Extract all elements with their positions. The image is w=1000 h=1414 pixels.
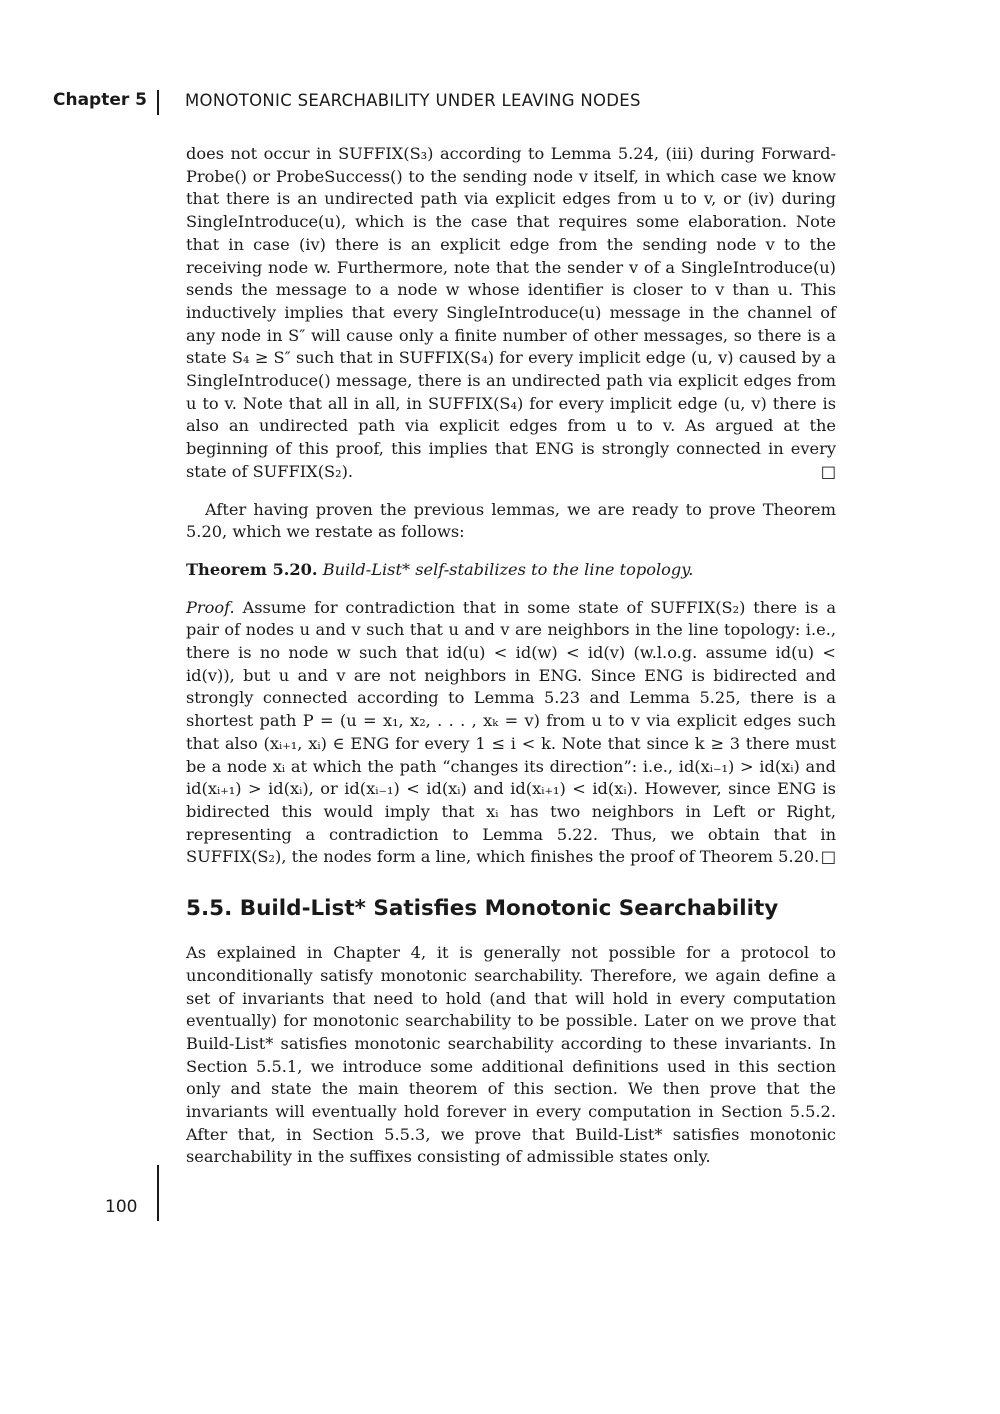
proof-text: Assume for contradiction that in some state of SUFFIX(S₂) there is a pair of nodes u and v such that u and v are neighbors in the line topology: i.e., there is no node w such that id(u) < id(w) < id(v) (w.l.o.g. assume id(u) < id(v)), but u and v are not neighbors in ENG. Since ENG is bidirected and strongly connected according to Lemma 5.23 and Lemma 5.25, there is a shortest path P = (u = x₁, x₂, . . . , xₖ = v) from u to v via explicit edges such that also (xᵢ₊₁, xᵢ) ∈ ENG for every 1 ≤ i < k. Note that since k ≥ 3 there must be a node xᵢ at which the path “changes its direction”: i.e., id(xᵢ₋₁) > id(xᵢ) and id(xᵢ₊₁) > id(xᵢ), or id(xᵢ₋₁) < id(xᵢ) and id(xᵢ₊₁) < id(xᵢ). However, since ENG is bidirected this would imply that xᵢ has two neighbors in Left or Right, representing a contradiction to Lemma 5.22. Thus, we obtain that in SUFFIX(S₂), the nodes form a line, which finishes the proof of Theorem 5.20. <box>186 597 836 867</box>
section-paragraph: As explained in Chapter 4, it is generally not possible for a protocol to unconditionally satisfy monotonic searchability. Therefore, we again define a set of invariants that need to hold (and that will hold in every computation eventually) for monotonic searchability to be possible. Later on we prove that Build-List* satisfies monotonic searchability according to these invariants. In Section 5.5.1, we introduce some additional definitions used in this section only and state the main theorem of this section. We then prove that the invariants will eventually hold forever in every computation in Section 5.5.2. After that, in Section 5.5.3, we prove that Build-List* satisfies monotonic searchability in the suffixes consisting of admissible states only. <box>186 943 836 1167</box>
chapter-label: Chapter 5 <box>53 90 148 110</box>
theorem-label: Theorem 5.20. <box>186 559 318 579</box>
chapter-title: MONOTONIC SEARCHABILITY UNDER LEAVING NODES <box>185 91 641 110</box>
paragraph-text: does not occur in SUFFIX(S₃) according to Lemma 5.24, (iii) during Forward-Probe() or ProbeSuccess() to the sending node v itself, in which case we know that there is an undirected path via explicit edges from u to v, or (iv) during SingleIntroduce(u), which is the case that requires some elaboration. Note that in case (iv) there is an explicit edge from the sending node v to the receiving node w. Furthermore, note that the sender v of a SingleIntroduce(u) sends the message to a node w whose identifier is closer to v than u. This inductively implies that every SingleIntroduce(u) message in the channel of any node in S″ will cause only a finite number of other messages, so there is a state S₄ ≥ S″ such that in SUFFIX(S₄) for every implicit edge (u, v) caused by a SingleIntroduce() message, there is an undirected path via explicit edges from u to v. Note that all in all, in SUFFIX(S₄) for every implicit edge (u, v) there is also an undirected path via explicit edges from u to v. As argued at the beginning of this proof, this implies that ENG is strongly connected in every state of SUFFIX(S₂). <box>186 144 836 481</box>
theorem-text: Build-List* self-stabilizes to the line topology. <box>322 559 694 579</box>
paragraph-intro: After having proven the previous lemmas, we are ready to prove Theorem 5.20, which we restate as follows: <box>186 499 836 542</box>
proof-label: Proof. <box>186 597 235 617</box>
proof-paragraph <box>186 597 836 869</box>
qed-symbol: □ <box>820 847 836 867</box>
paragraph-proof-continuation <box>186 143 836 484</box>
header-divider <box>157 90 159 115</box>
footer-divider <box>157 1165 159 1221</box>
theorem-statement <box>186 559 836 582</box>
page-body <box>186 143 836 1169</box>
qed-symbol: □ <box>820 461 836 481</box>
section-heading: 5.5. Build-List* Satisfies Monotonic Searchability <box>186 896 779 922</box>
page-number: 100 <box>105 1197 138 1217</box>
